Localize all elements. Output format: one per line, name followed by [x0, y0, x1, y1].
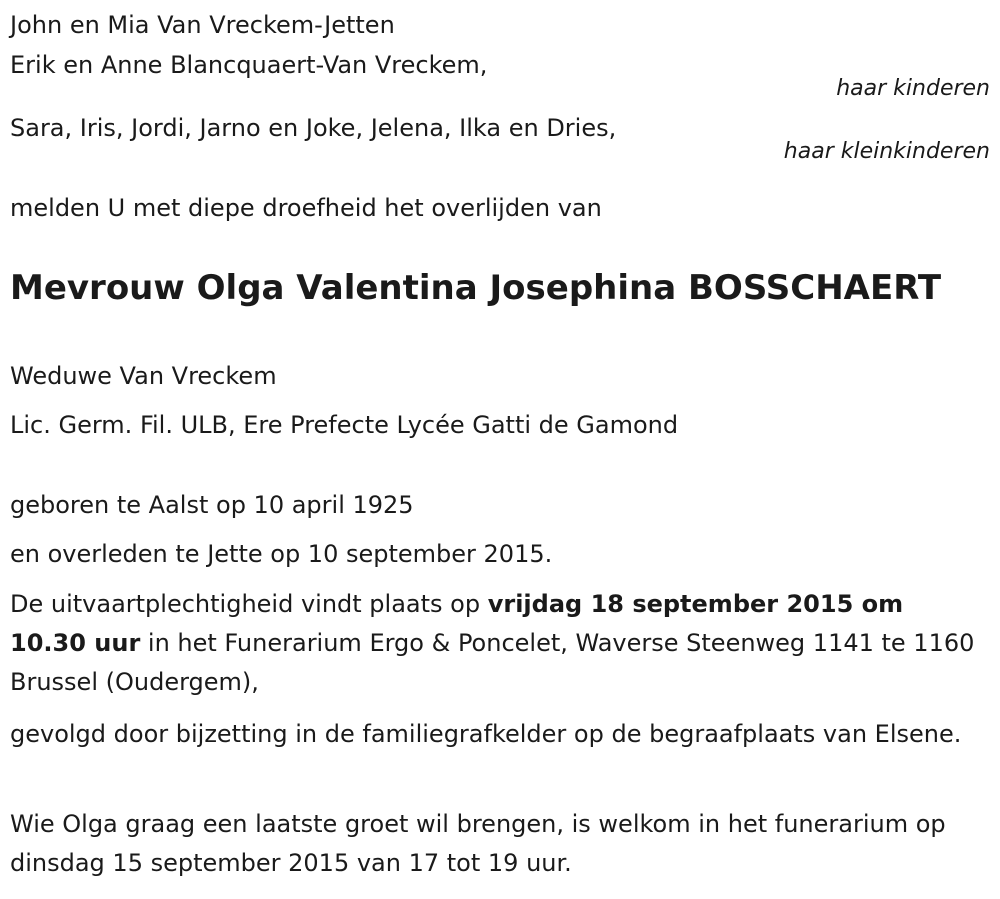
academic-titles: Lic. Germ. Fil. ULB, Ere Prefecte Lycée Gatti de Gamond — [10, 411, 679, 439]
ceremony-paragraph — [10, 585, 980, 702]
children-line-1: John en Mia Van Vreckem-Jetten — [10, 11, 395, 39]
deceased-name: Mevrouw Olga Valentina Josephina BOSSCHAERT — [10, 268, 942, 308]
children-role: haar kinderen — [836, 76, 990, 101]
ceremony-intro: De uitvaartplechtigheid vindt plaats op — [10, 590, 488, 618]
visitation-paragraph: Wie Olga graag een laatste groet wil brengen, is welkom in het funerarium op dinsdag 15 september 2015 van 17 tot 19 uur. — [10, 810, 946, 877]
burial-paragraph: gevolgd door bijzetting in de familiegrafkelder op de begraafplaats van Elsene. — [10, 720, 962, 748]
birth-info: geboren te Aalst op 10 april 1925 — [10, 491, 414, 519]
children-line-2: Erik en Anne Blancquaert-Van Vreckem, — [10, 51, 488, 79]
grandchildren-line: Sara, Iris, Jordi, Jarno en Joke, Jelena, Ilka en Dries, — [10, 114, 617, 142]
ceremony-datetime: vrijdag 18 september 2015 om 10.30 uur — [10, 590, 904, 657]
death-info: en overleden te Jette op 10 september 2015. — [10, 540, 553, 568]
widow-of: Weduwe Van Vreckem — [10, 362, 277, 390]
grandchildren-role: haar kleinkinderen — [783, 139, 990, 164]
ceremony-location: in het Funerarium Ergo & Poncelet, Waverse Steenweg 1141 te 1160 Brussel (Oudergem), — [10, 629, 975, 696]
announcement-text: melden U met diepe droefheid het overlijden van — [10, 194, 602, 222]
